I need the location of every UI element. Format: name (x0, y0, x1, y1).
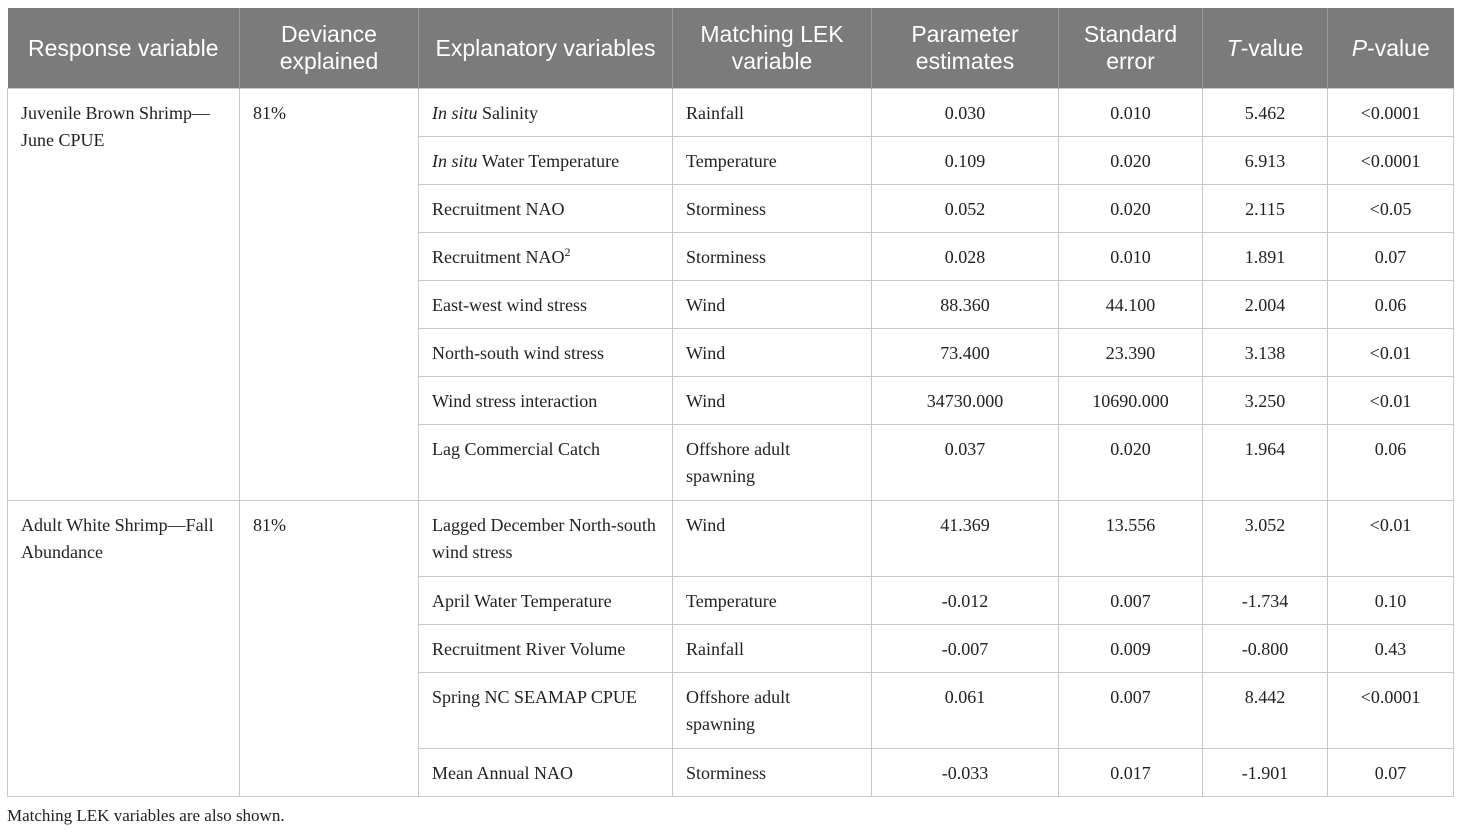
standard-error-cell: 0.010 (1059, 233, 1203, 281)
explanatory-italic-text: In situ (432, 103, 478, 123)
explanatory-variable-cell (419, 625, 673, 673)
p-value-cell: 0.10 (1328, 577, 1454, 625)
standard-error-cell: 0.020 (1059, 425, 1203, 501)
explanatory-superscript: 2 (564, 245, 571, 259)
t-value-cell: -1.734 (1203, 577, 1328, 625)
explanatory-text: East-west wind stress (432, 295, 587, 315)
header-standard-error: Standard error (1059, 8, 1203, 89)
header-t-italic: T (1226, 34, 1241, 61)
parameter-estimate-cell: 73.400 (872, 329, 1059, 377)
explanatory-variable-cell (419, 749, 673, 797)
header-parameter-estimates: Parameter estimates (872, 8, 1059, 89)
results-table (7, 8, 1454, 797)
p-value-cell: <0.0001 (1328, 89, 1454, 137)
explanatory-italic-text: In situ (432, 151, 478, 171)
parameter-estimate-cell: 0.109 (872, 137, 1059, 185)
t-value-cell: 8.442 (1203, 673, 1328, 749)
p-value-cell: <0.01 (1328, 501, 1454, 577)
standard-error-cell: 0.017 (1059, 749, 1203, 797)
explanatory-text: Mean Annual NAO (432, 763, 573, 783)
standard-error-cell: 10690.000 (1059, 377, 1203, 425)
t-value-cell: 3.250 (1203, 377, 1328, 425)
explanatory-variable-cell (419, 185, 673, 233)
standard-error-cell: 44.100 (1059, 281, 1203, 329)
p-value-cell: <0.05 (1328, 185, 1454, 233)
parameter-estimate-cell: 0.037 (872, 425, 1059, 501)
standard-error-cell: 0.007 (1059, 673, 1203, 749)
standard-error-cell: 13.556 (1059, 501, 1203, 577)
explanatory-text: Spring NC SEAMAP CPUE (432, 687, 637, 707)
p-value-cell: <0.0001 (1328, 673, 1454, 749)
t-value-cell: 1.964 (1203, 425, 1328, 501)
standard-error-cell: 0.009 (1059, 625, 1203, 673)
matching-lek-cell: Wind (673, 329, 872, 377)
p-value-cell: 0.07 (1328, 749, 1454, 797)
standard-error-cell: 0.007 (1059, 577, 1203, 625)
parameter-estimate-cell: 34730.000 (872, 377, 1059, 425)
header-deviance-explained: Deviance explained (240, 8, 419, 89)
parameter-estimate-cell: 41.369 (872, 501, 1059, 577)
t-value-cell: 2.115 (1203, 185, 1328, 233)
table-body (8, 89, 1454, 797)
parameter-estimate-cell: 0.061 (872, 673, 1059, 749)
explanatory-variable-cell (419, 377, 673, 425)
table-footnote: Matching LEK variables are also shown. (7, 806, 285, 825)
matching-lek-cell: Rainfall (673, 89, 872, 137)
header-p-value (1328, 8, 1454, 89)
t-value-cell: 3.138 (1203, 329, 1328, 377)
standard-error-cell: 23.390 (1059, 329, 1203, 377)
header-explanatory-variables: Explanatory variables (419, 8, 673, 89)
parameter-estimate-cell: 88.360 (872, 281, 1059, 329)
matching-lek-cell: Offshore adult spawning (673, 673, 872, 749)
t-value-cell: 2.004 (1203, 281, 1328, 329)
parameter-estimate-cell: -0.012 (872, 577, 1059, 625)
explanatory-text: Lag Commercial Catch (432, 439, 600, 459)
explanatory-text: Recruitment River Volume (432, 639, 626, 659)
parameter-estimate-cell: -0.033 (872, 749, 1059, 797)
matching-lek-cell: Storminess (673, 185, 872, 233)
explanatory-variable-cell (419, 281, 673, 329)
standard-error-cell: 0.010 (1059, 89, 1203, 137)
p-value-cell: <0.0001 (1328, 137, 1454, 185)
p-value-cell: 0.07 (1328, 233, 1454, 281)
p-value-cell: 0.06 (1328, 281, 1454, 329)
t-value-cell: 5.462 (1203, 89, 1328, 137)
explanatory-text: Wind stress interaction (432, 391, 598, 411)
explanatory-text: Recruitment NAO (432, 199, 565, 219)
header-row (8, 8, 1454, 89)
t-value-cell: -1.901 (1203, 749, 1328, 797)
deviance-explained-cell: 81% (240, 501, 419, 797)
explanatory-variable-cell (419, 501, 673, 577)
response-variable-cell: Adult White Shrimp—Fall Abundance (8, 501, 240, 797)
matching-lek-cell: Wind (673, 281, 872, 329)
t-value-cell: 1.891 (1203, 233, 1328, 281)
matching-lek-cell: Rainfall (673, 625, 872, 673)
explanatory-variable-cell (419, 425, 673, 501)
response-variable-cell: Juvenile Brown Shrimp—June CPUE (8, 89, 240, 501)
p-value-cell: <0.01 (1328, 329, 1454, 377)
matching-lek-cell: Temperature (673, 577, 872, 625)
t-value-cell: -0.800 (1203, 625, 1328, 673)
deviance-explained-cell: 81% (240, 89, 419, 501)
standard-error-cell: 0.020 (1059, 137, 1203, 185)
table-row (8, 89, 1454, 137)
parameter-estimate-cell: 0.052 (872, 185, 1059, 233)
explanatory-variable-cell (419, 89, 673, 137)
p-value-cell: <0.01 (1328, 377, 1454, 425)
matching-lek-cell: Storminess (673, 749, 872, 797)
matching-lek-cell: Wind (673, 501, 872, 577)
explanatory-variable-cell (419, 233, 673, 281)
explanatory-text: Lagged December North-south wind stress (432, 515, 661, 562)
p-value-cell: 0.06 (1328, 425, 1454, 501)
explanatory-text: Recruitment NAO (432, 247, 565, 267)
explanatory-variable-cell (419, 577, 673, 625)
parameter-estimate-cell: 0.028 (872, 233, 1059, 281)
matching-lek-cell: Temperature (673, 137, 872, 185)
table-row (8, 501, 1454, 577)
matching-lek-cell: Storminess (673, 233, 872, 281)
header-p-italic: P (1351, 34, 1368, 61)
matching-lek-cell: Wind (673, 377, 872, 425)
t-value-cell: 3.052 (1203, 501, 1328, 577)
header-response-variable: Response variable (8, 8, 240, 89)
p-value-cell: 0.43 (1328, 625, 1454, 673)
explanatory-text: Salinity (477, 103, 539, 123)
explanatory-text: April Water Temperature (432, 591, 612, 611)
header-t-rest: -value (1240, 34, 1304, 61)
parameter-estimate-cell: 0.030 (872, 89, 1059, 137)
explanatory-text: North-south wind stress (432, 343, 604, 363)
explanatory-text: Water Temperature (477, 151, 620, 171)
standard-error-cell: 0.020 (1059, 185, 1203, 233)
header-matching-lek-variable: Matching LEK variable (673, 8, 872, 89)
explanatory-variable-cell (419, 329, 673, 377)
matching-lek-cell: Offshore adult spawning (673, 425, 872, 501)
header-p-rest: -value (1367, 34, 1430, 61)
t-value-cell: 6.913 (1203, 137, 1328, 185)
parameter-estimate-cell: -0.007 (872, 625, 1059, 673)
header-t-value (1203, 8, 1328, 89)
explanatory-variable-cell (419, 673, 673, 749)
explanatory-variable-cell (419, 137, 673, 185)
